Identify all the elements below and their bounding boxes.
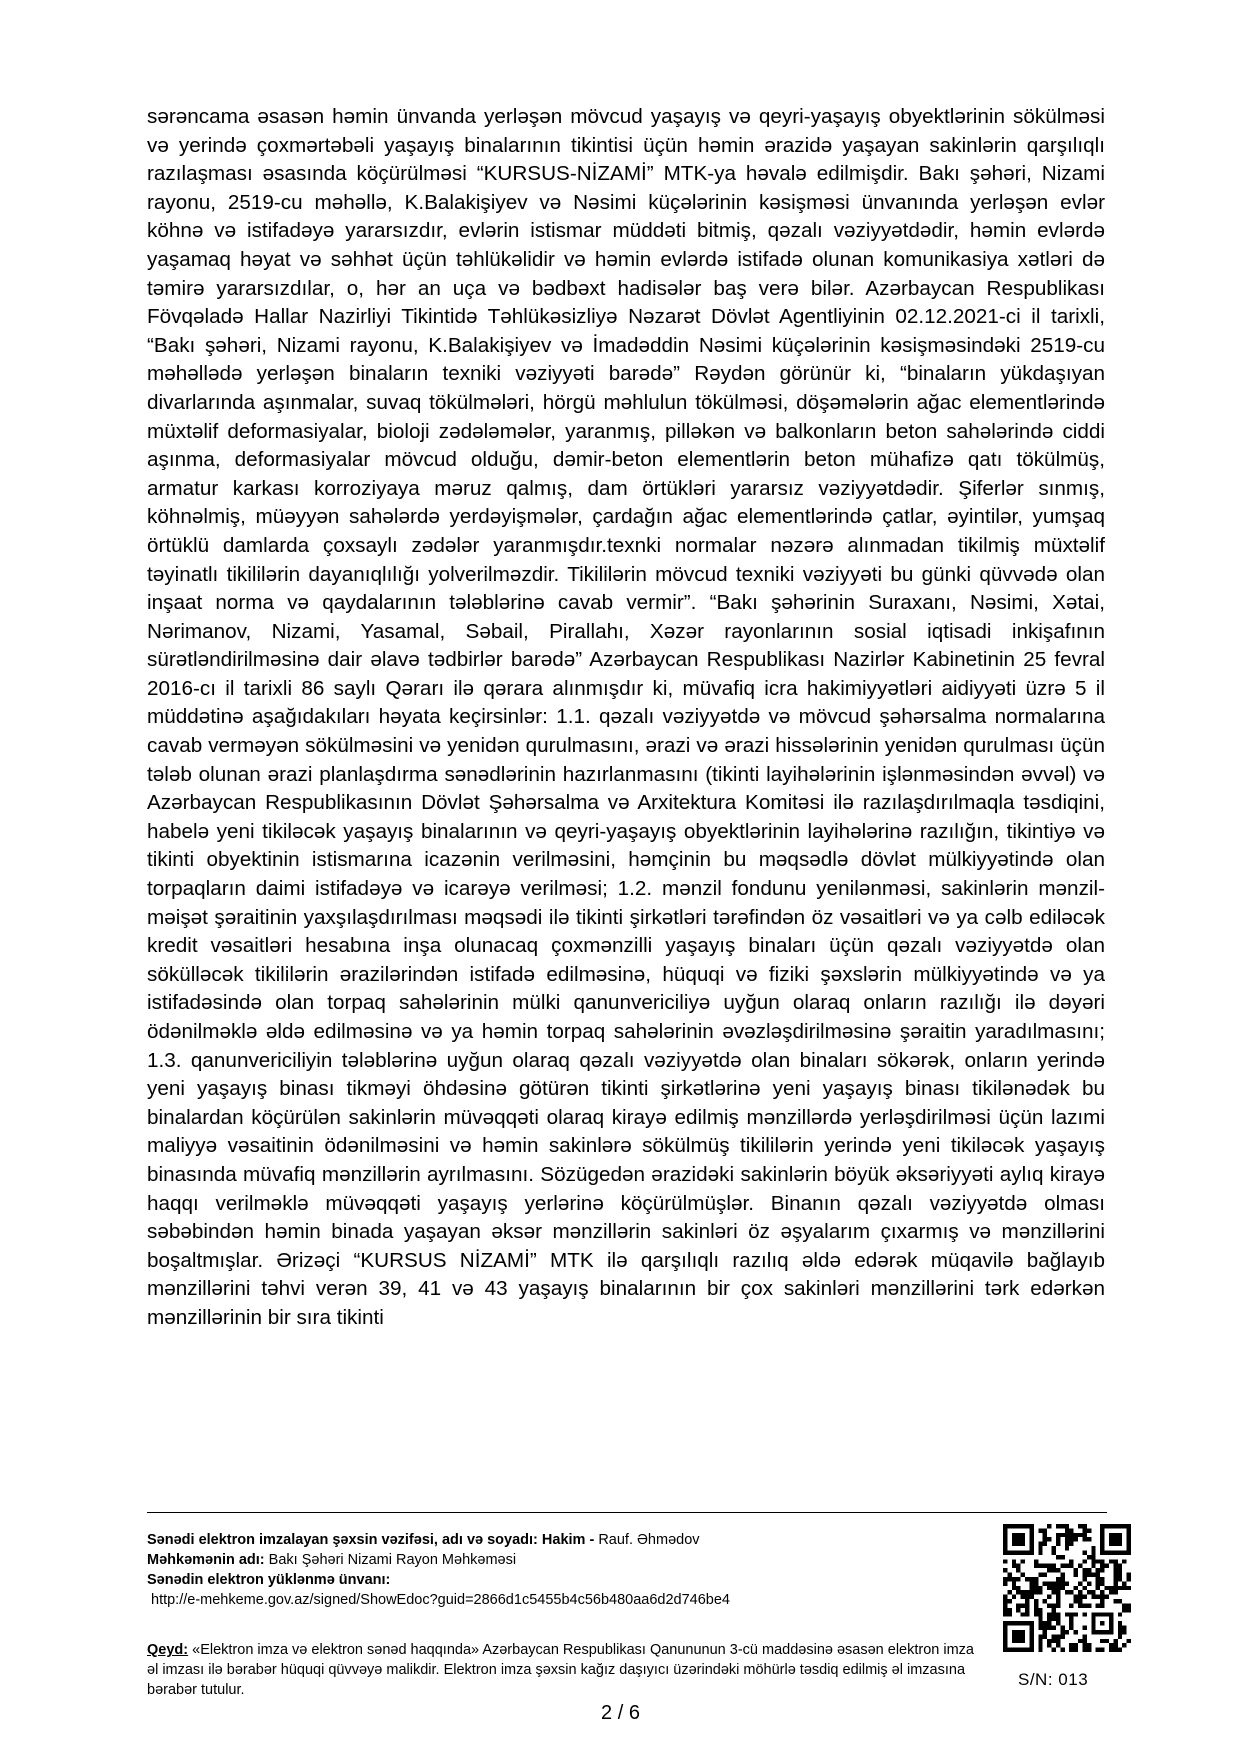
address-label: Sənədin elektron yüklənmə ünvanı: [147,1572,391,1588]
qr-code [1003,1524,1131,1652]
document-url-link[interactable]: http://e-mehkeme.gov.az/signed/ShowEdoc?guid=2866d1c5455b4c56b480aa6d2d746be4 [151,1592,730,1608]
signer-label: Sənədi elektron imzalayan şəxsin vəzifəsi, adı və soyadı: [147,1532,538,1548]
footer-divider [147,1512,1107,1513]
signature-block [147,1530,967,1610]
note-text: «Elektron imza və elektron sənəd haqqında» Azərbaycan Respublikası Qanununun 3-cü maddəsinə əsasən elektron imza əl imzası ilə bərabər hüquqi qüvvəyə malikdir. Elektron imza şəxsin kağız daşıyıcı üzərindəki möhürlə təsdiq edilmiş əl imzasına bərabər tutulur. [147,1642,974,1698]
signer-position: Hakim - [541,1532,595,1548]
legal-note [147,1640,987,1700]
court-name: Bakı Şəhəri Nizami Rayon Məhkəməsi [268,1552,517,1568]
court-row [147,1550,967,1570]
court-label: Məhkəmənin adı: [147,1552,265,1568]
body-paragraph: sərəncama əsasən həmin ünvanda yerləşən mövcud yaşayış və qeyri-yaşayış obyektlərinin sökülməsi və yerində çoxmərtəbəli yaşayış binalarının tikintisi üçün həmin ərazidə yaşayan sakinlərin qarşılıqlı razılaşması əsasında köçürülməsi “KURSUS-NİZAMİ” MTK-ya həvalə edilmişdir. Bakı şəhəri, Nizami rayonu, 2519-cu məhəllə, K.Balakişiyev və Nəsimi küçələrinin kəsişməsi ünvanında yerləşən evlər köhnə və istifadəyə yararsızdır, evlərin istismar müddəti bitmiş, qəzalı vəziyyətdədir, həmin evlərdə yaşamaq həyat və səhhət üçün təhlükəlidir və həmin evlərdə istifadə olunan komunikasiya xətləri də təmirə yararsızdılar, o, hər an uça və bədbəxt hadisələr baş verə bilər. Azərbaycan Respublikası Fövqəladə Hallar Nazirliyi Tikintidə Təhlükəsizliyə Nəzarət Dövlət Agentliyinin 02.12.2021-ci il tarixli, “Bakı şəhəri, Nizami rayonu, K.Balakişiyev və İmadəddin Nəsimi küçələrinin kəsişməsindəki 2519-cu məhəllədə yerləşən binaların texniki vəziyyəti barədə” Rəydən görünür ki, “binaların yükdaşıyan divarlarında aşınmalar, suvaq tökülmələri, hörgü məhlulun tökülməsi, döşəmələrin ağac elementlərində müxtəlif deformasiyalar, bioloji zədələmələr, yaranmış, pilləkən və balkonların beton sahələrində ciddi aşınma, deformasiyalar mövcud olduğu, dəmir-beton elementlərin beton mühafizə qatı tökülmüş, armatur karkası korroziyaya məruz qalmış, dam örtükləri yararsız vəziyyətdədir. Şiferlər sınmış, köhnəlmiş, müəyyən sahələrdə yerdəyişmələr, çardağın ağac elementlərində çatlar, əyintilər, yumşaq örtüklü damlarda çoxsaylı zədələr yaranmışdır.texnki normalar nəzərə alınmadan tikilmiş müxtəlif təyinatlı tikililərin dayanıqlılığı yolverilməzdir. Tikililərin mövcud texniki vəziyyəti bu günki qüvvədə olan inşaat norma və qaydalarının tələblərinə cavab vermir”. “Bakı şəhərinin Suraxanı, Nəsimi, Xətai, Nərimanov, Nizami, Yasamal, Səbail, Pirallahı, Xəzər rayonlarının sosial iqtisadi inkişafının sürətləndirilməsinə dair əlavə tədbirlər barədə” Azərbaycan Respublikası Nazirlər Kabinetinin 25 fevral 2016-cı il tarixli 86 saylı Qərarı ilə qərara alınmışdır ki, müvafiq icra hakimiyyətləri aidiyyəti üzrə 5 il müddətinə aşağıdakıları həyata keçirsinlər: 1.1. qəzalı vəziyyətdə və mövcud şəhərsalma normalarına cavab verməyən sökülməsini və yenidən qurulmasını, ərazi və ərazi hissələrinin yenidən qurulması üçün tələb olunan ərazi planlaşdırma sənədlərinin hazırlanmasını (tikinti layihələrinin işlənməsindən əvvəl) və Azərbaycan Respublikasının Dövlət Şəhərsalma və Arxitektura Komitəsi ilə razılaşdırılmaqla təsdiqini, habelə yeni tikiləcək yaşayış binalarının və qeyri-yaşayış obyektlərinin layihələrinə razılığın, tikintiyə və tikinti obyektinin istismarına icazənin verilməsini, həmçinin bu məqsədlə dövlət mülkiyyətində olan torpaqların daimi istifadəyə və icarəyə verilməsi; 1.2. mənzil fondunu yenilənməsi, sakinlərin mənzil-məişət şəraitinin yaxşılaşdırılması məqsədi ilə tikinti şirkətləri tərəfindən öz vəsaitləri və ya cəlb ediləcək kredit vəsaitləri hesabına inşa olunacaq çoxmənzilli yaşayış binaları üçün qəzalı vəziyyətdə olan sökülləcək tikililərin ərazilərindən istifadə edilməsinə, hüquqi və fiziki şəxslərin mülkiyyətində və ya istifadəsində olan torpaq sahələrinin mülki qanunvericiliyə uyğun olaraq onların razılığı ilə dəyəri ödənilməklə əldə edilməsinə və ya həmin torpaq sahələrinin əvəzləşdirilməsinə şəraitin yaradılmasını; 1.3. qanunvericiliyin tələblərinə uyğun olaraq qəzalı vəziyyətdə olan binaları sökərək, onların yerində yeni yaşayış binası tikməyi öhdəsinə götürən tikinti şirkətlərinə yeni yaşayış binası tikilənədək bu binalardan köçürülən sakinlərin müvəqqəti olaraq kirayə edilmiş mənzillərdə yerləşdirilməsi üçün lazımi maliyyə vəsaitinin ödənilməsini və həmin sakinlərə sökülmüş tikililərin yerində yeni tikiləcək yaşayış binasında müvafiq mənzillərin ayrılmasını. Sözügedən ərazidəki sakinlərin böyük əksəriyyəti aylıq kirayə haqqı verilməklə müvəqqəti yaşayış yerlərinə köçürülmüşlər. Binanın qəzalı vəziyyətdə olması səbəbindən həmin binada yaşayan əksər mənzillərin sakinləri öz əşyalarım çıxarmış və mənzillərini boşaltmışlar. Ərizəçi “KURSUS NİZAMİ” MTK ilə qarşılıqlı razılıq əldə edərək müqavilə bağlayıb mənzillərini təhvi verən 39, 41 və 43 yaşayış binalarının bir çox sakinləri mənzillərini tərk edərkən mənzillərinin bir sıra tikinti [147,105,1105,1329]
note-label: Qeyd: [147,1642,189,1658]
serial-number: S/N: 013 [1018,1670,1089,1689]
document-body [147,103,1105,1333]
signer-name: Rauf. Əhmədov [598,1532,700,1548]
signer-row [147,1530,967,1550]
address-row [147,1570,967,1590]
address-url-row [147,1590,967,1610]
page-number: 2 / 6 [601,1702,640,1724]
